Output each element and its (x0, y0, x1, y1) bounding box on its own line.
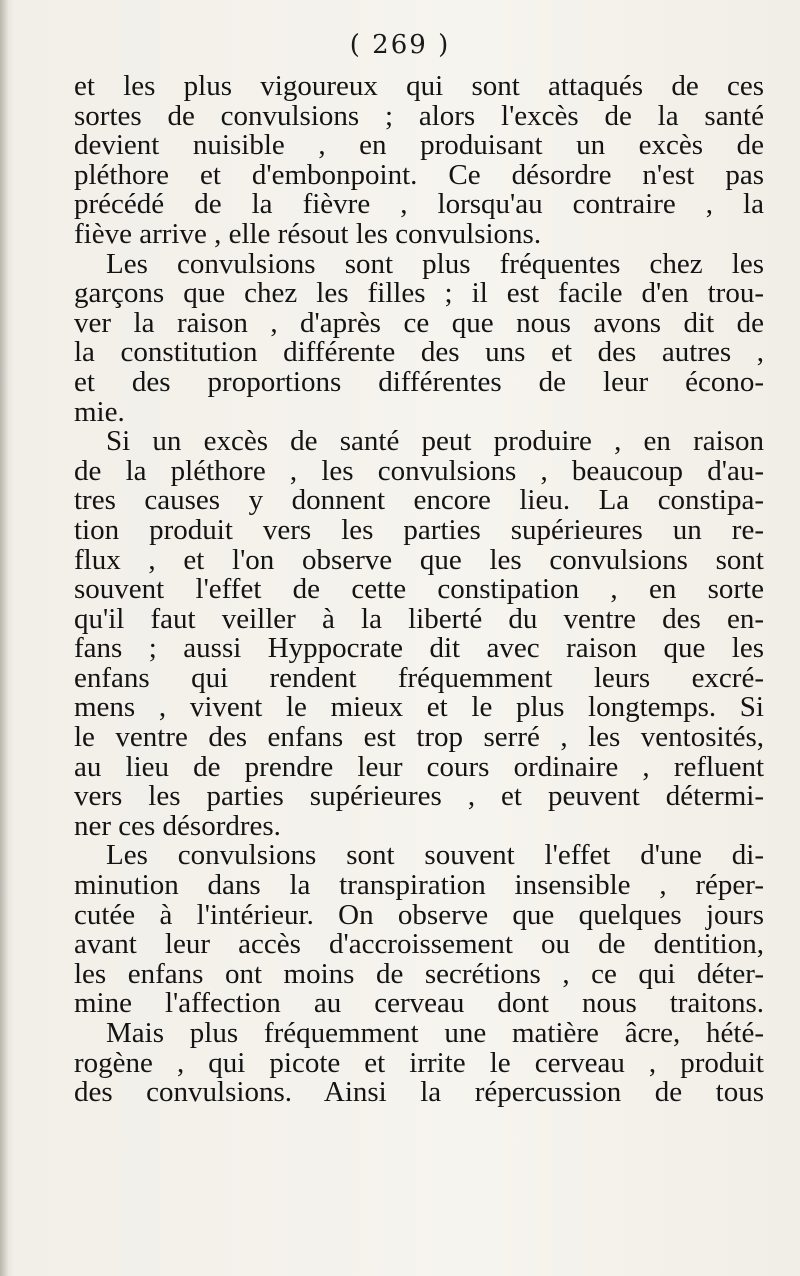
text-line: Si un excès de santé peut produire , en raison (106, 425, 764, 458)
text-line: garçons que chez les filles ; il est facile d'en trou- (74, 277, 764, 310)
text-line: de la pléthore , les convulsions , beaucoup d'au- (74, 454, 764, 487)
text-line: qu'il faut veiller à la liberté du ventre des en- (74, 602, 764, 635)
text-line: Les convulsions sont plus fréquentes chez les (106, 247, 764, 280)
text-line: cutée à l'intérieur. On observe que quelques jours (74, 898, 764, 931)
text-line: Mais plus fréquemment une matière âcre, hété- (106, 1017, 764, 1049)
text-line: avant leur accès d'accroissement ou de dentition, (74, 928, 764, 961)
text-line: précédé de la fièvre , lorsqu'au contraire , la (74, 188, 764, 221)
page-number: ( 269 ) (349, 30, 451, 60)
text-line: ner ces désordres. (74, 809, 281, 842)
text-line: devient nuisible , en produisant un excès de (74, 129, 764, 162)
text-line: mens , vivent le mieux et le plus longtemps. Si (74, 691, 764, 724)
text-line: tion produit vers les parties supérieures un re- (74, 513, 764, 546)
text-line: minution dans la transpiration insensible , réper- (74, 869, 764, 902)
text-line: mie. (74, 395, 125, 428)
text-line: fans ; aussi Hyppocrate dit avec raison que les (74, 632, 764, 665)
text-line: sortes de convulsions ; alors l'excès de la santé (74, 99, 764, 132)
text-line: Les convulsions sont souvent l'effet d'une di- (106, 839, 764, 872)
text-line: souvent l'effet de cette constipation , en sorte (74, 573, 764, 606)
page-edge (0, 0, 8, 1276)
text-line: les enfans ont moins de secrétions , ce qui déter- (74, 957, 764, 990)
text-line: et des proportions différentes de leur écono- (74, 365, 764, 398)
text-line: flux , et l'on observe que les convulsions sont (74, 543, 764, 576)
text-line: pléthore et d'embonpoint. Ce désordre n'est pas (74, 158, 764, 191)
text-line: enfans qui rendent fréquemment leurs excré- (74, 661, 764, 694)
text-line: mine l'affection au cerveau dont nous traitons. (74, 987, 764, 1020)
text-line: et les plus vigoureux qui sont attaqués de ces (74, 70, 764, 102)
text-line: au lieu de prendre leur cours ordinaire , refluent (74, 750, 764, 783)
text-line: des convulsions. Ainsi la répercussion de tous (74, 1076, 764, 1109)
text-line: la constitution différente des uns et des autres , (74, 336, 764, 369)
text-line: le ventre des enfans est trop serré , les ventosités, (74, 721, 764, 754)
text-line: vers les parties supérieures , et peuvent détermi- (74, 780, 764, 813)
text-line: fiève arrive , elle résout les convulsions. (74, 217, 542, 250)
text-line: tres causes y donnent encore lieu. La constipa- (74, 484, 764, 517)
text-line: ver la raison , d'après ce que nous avons dit de (74, 306, 764, 339)
body-text (74, 72, 764, 1108)
text-line: rogène , qui picote et irrite le cerveau , produit (74, 1046, 764, 1079)
